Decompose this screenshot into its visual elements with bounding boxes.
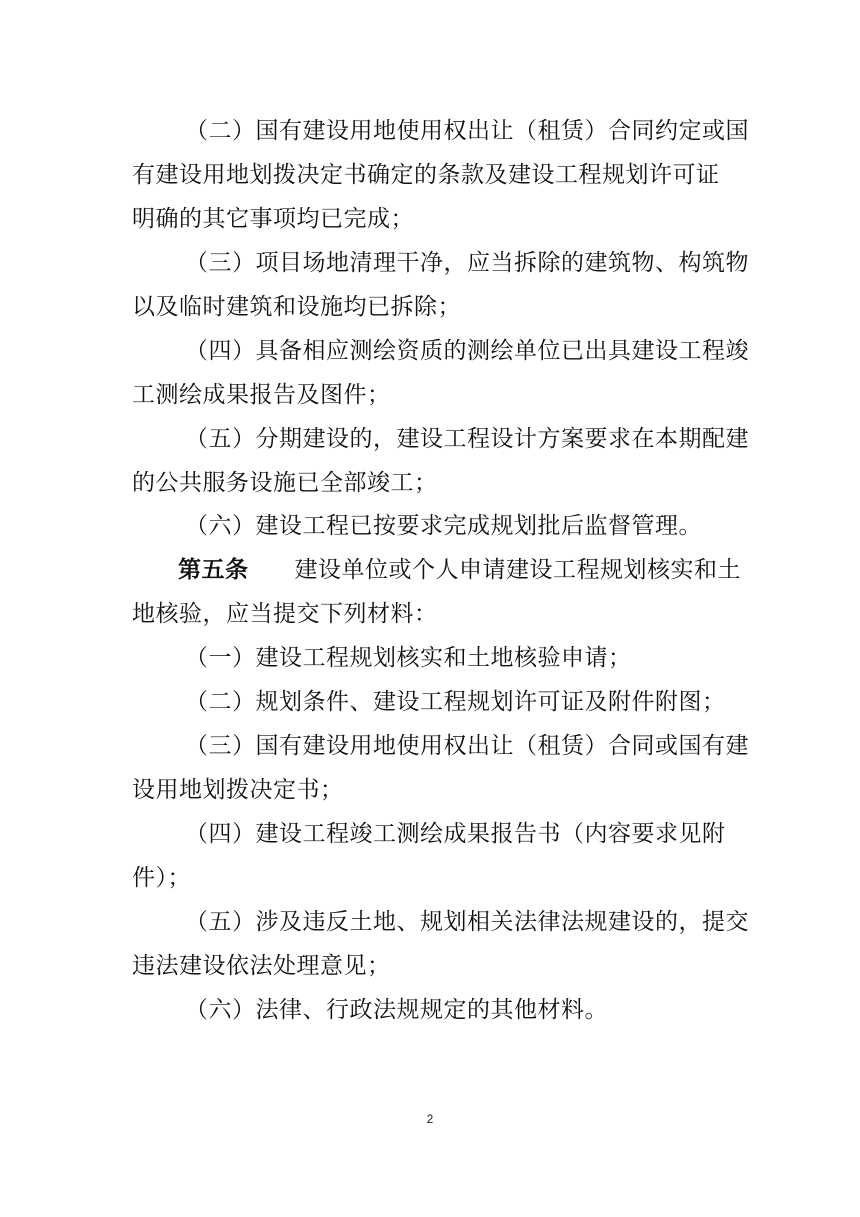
paragraph-line: （二）国有建设用地使用权出让（租赁）合同约定或国 [185, 118, 749, 144]
list-item: （一）建设工程规划核实和土地核验申请； [185, 645, 632, 671]
paragraph-line: 的公共服务设施已全部竣工； [132, 470, 438, 496]
list-item-continuation: 违法建设依法处理意见； [132, 953, 391, 979]
article-intro-line [178, 555, 860, 585]
list-item: （二）规划条件、建设工程规划许可证及附件附图； [185, 689, 726, 715]
article-intro-text: 建设单位或个人申请建设工程规划核实和土 [294, 557, 741, 583]
paragraph-line: 有建设用地划拨决定书确定的条款及建设工程规划许可证 [132, 162, 720, 188]
list-item-continuation: 件）； [132, 865, 191, 891]
paragraph-line: （四）具备相应测绘资质的测绘单位已出具建设工程竣 [185, 338, 749, 364]
paragraph-line: （六）建设工程已按要求完成规划批后监督管理。 [185, 513, 702, 539]
paragraph-line: 工测绘成果报告及图件； [132, 382, 391, 408]
list-item: （四）建设工程竣工测绘成果报告书（内容要求见附 [185, 821, 726, 847]
article-heading: 第五条 [178, 557, 249, 583]
page-number: 2 [426, 1112, 434, 1126]
paragraph-line: （五）分期建设的，建设工程设计方案要求在本期配建 [185, 426, 749, 452]
list-item: （五）涉及违反土地、规划相关法律法规建设的，提交 [185, 909, 749, 935]
list-item-continuation: 设用地划拨决定书； [132, 777, 344, 803]
paragraph-line: 以及临时建筑和设施均已拆除； [132, 294, 461, 320]
article-intro-continuation: 地核验，应当提交下列材料： [132, 601, 438, 627]
list-item: （三）国有建设用地使用权出让（租赁）合同或国有建 [185, 733, 749, 759]
paragraph-line: 明确的其它事项均已完成； [132, 206, 414, 232]
paragraph-line: （三）项目场地清理干净，应当拆除的建筑物、构筑物 [185, 250, 749, 276]
list-item: （六）法律、行政法规规定的其他材料。 [185, 997, 608, 1023]
